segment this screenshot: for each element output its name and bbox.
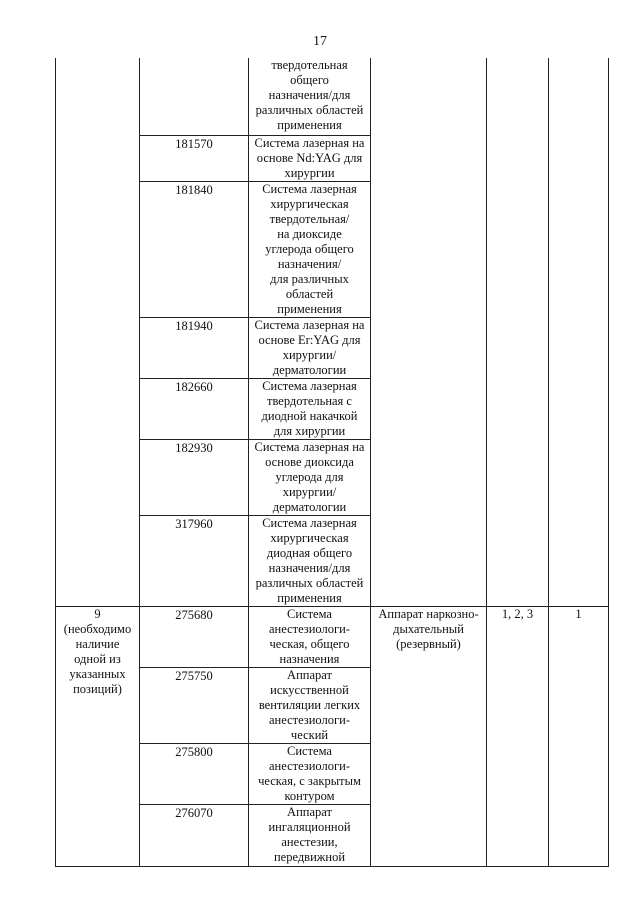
name-cell: Система лазерная твердотельная с диодной накачкой для хирургии <box>249 379 371 440</box>
name-cell: Система анестезиологи- ческая, с закрытым контуром <box>249 744 371 805</box>
name-cell: Система лазерная на основе Nd:YAG для хирургии <box>249 136 371 182</box>
code-cell: 317960 <box>140 516 249 607</box>
code-cell: 275800 <box>140 744 249 805</box>
code-cell: 181570 <box>140 136 249 182</box>
name-cell: Аппарат искусственной вентиляции легких анестезиологи- ческий <box>249 668 371 744</box>
name-cell: Система лазерная на основе Er:YAG для хирургии/ дерматологии <box>249 318 371 379</box>
code-cell: 181840 <box>140 182 249 318</box>
name-cell: Система лазерная хирургическая твердотельная/ на диоксиде углерода общего назначения/ для различных областей применения <box>249 182 371 318</box>
table-row <box>56 607 609 668</box>
levels-cell: 1, 2, 3 <box>487 607 549 867</box>
code-cell: 275680 <box>140 607 249 668</box>
name-cell: Система лазерная на основе диоксида углерода для хирургии/ дерматологии <box>249 440 371 516</box>
code-cell: 181940 <box>140 318 249 379</box>
levels-cell-empty <box>487 58 549 607</box>
table-row <box>56 58 609 136</box>
equipment-cell: Аппарат наркозно- дыхательный (резервный) <box>371 607 487 867</box>
quantity-cell: 1 <box>549 607 609 867</box>
name-cell: Аппарат ингаляционной анестезии, передвижной <box>249 805 371 867</box>
name-cell: Система анестезиологи- ческая, общего назначения <box>249 607 371 668</box>
section-number-cell: 9 (необходимо наличие одной из указанных позиций) <box>56 607 140 867</box>
code-cell: 182930 <box>140 440 249 516</box>
quantity-cell-empty <box>549 58 609 607</box>
code-cell <box>140 58 249 136</box>
code-cell: 275750 <box>140 668 249 744</box>
equipment-table <box>55 58 609 867</box>
page-number: 17 <box>313 34 327 49</box>
code-cell: 182660 <box>140 379 249 440</box>
section-number-cell-empty <box>56 58 140 607</box>
equipment-cell-empty <box>371 58 487 607</box>
name-cell: Система лазерная хирургическая диодная общего назначения/для различных областей применения <box>249 516 371 607</box>
name-cell: твердотельная общего назначения/для различных областей применения <box>249 58 371 136</box>
code-cell: 276070 <box>140 805 249 867</box>
